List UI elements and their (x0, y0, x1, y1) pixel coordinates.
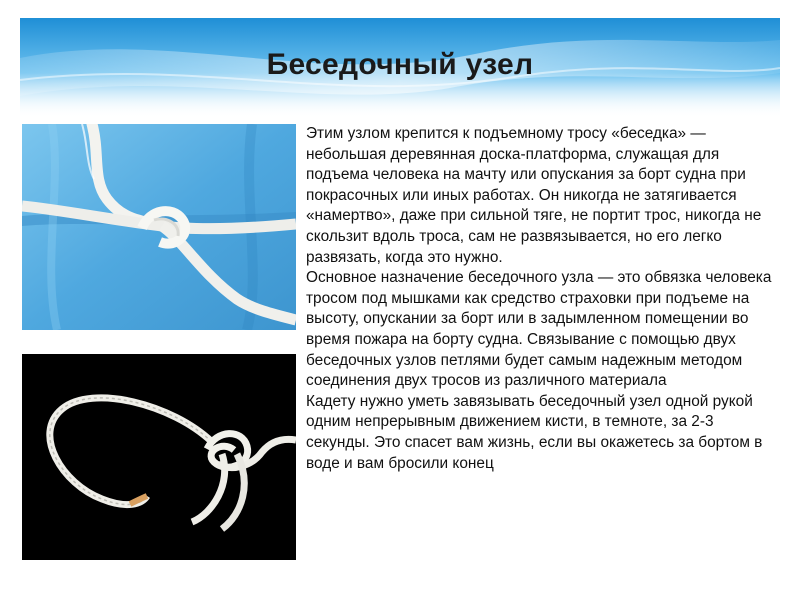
knot-on-black-image (22, 354, 296, 560)
paragraph-main-use: Основное назначение беседочного узла — это обвязка человека тросом под мышками как средство страховки при подъеме на высоту, опускании за борт или в задымленном помещении во время пожара на борту судна. Связывание с помощью двух беседочных узлов петлями будет самым надежным методом соединения двух тросов из различного материала (306, 269, 772, 390)
knot-on-fabric-image (22, 124, 296, 330)
paragraph-cadet: Кадету нужно уметь завязывать беседочный узел одной рукой одним непрерывным движением кисти, в темноте, за 2-3 секунды. Это спасет вам жизнь, если вы окажетесь за бортом в воде и вам бросили конец (306, 392, 763, 472)
body-text (306, 124, 772, 474)
bowline-knot-photo-top (22, 124, 296, 330)
paragraph-purpose: Этим узлом крепится к подъемному тросу «беседка» — небольшая деревянная доска-платформа, служащая для подъема человека на мачту или опускания за борт судна при покрасочных или иных работах. Он никогда не затягивается «намертво», даже при сильной тяге, не портит трос, никогда не скользит вдоль троса, сам не развязывается, но его легко развязать, когда это нужно. (306, 125, 762, 266)
bowline-knot-photo-bottom (22, 354, 296, 560)
slide-title: Беседочный узел (266, 48, 534, 81)
